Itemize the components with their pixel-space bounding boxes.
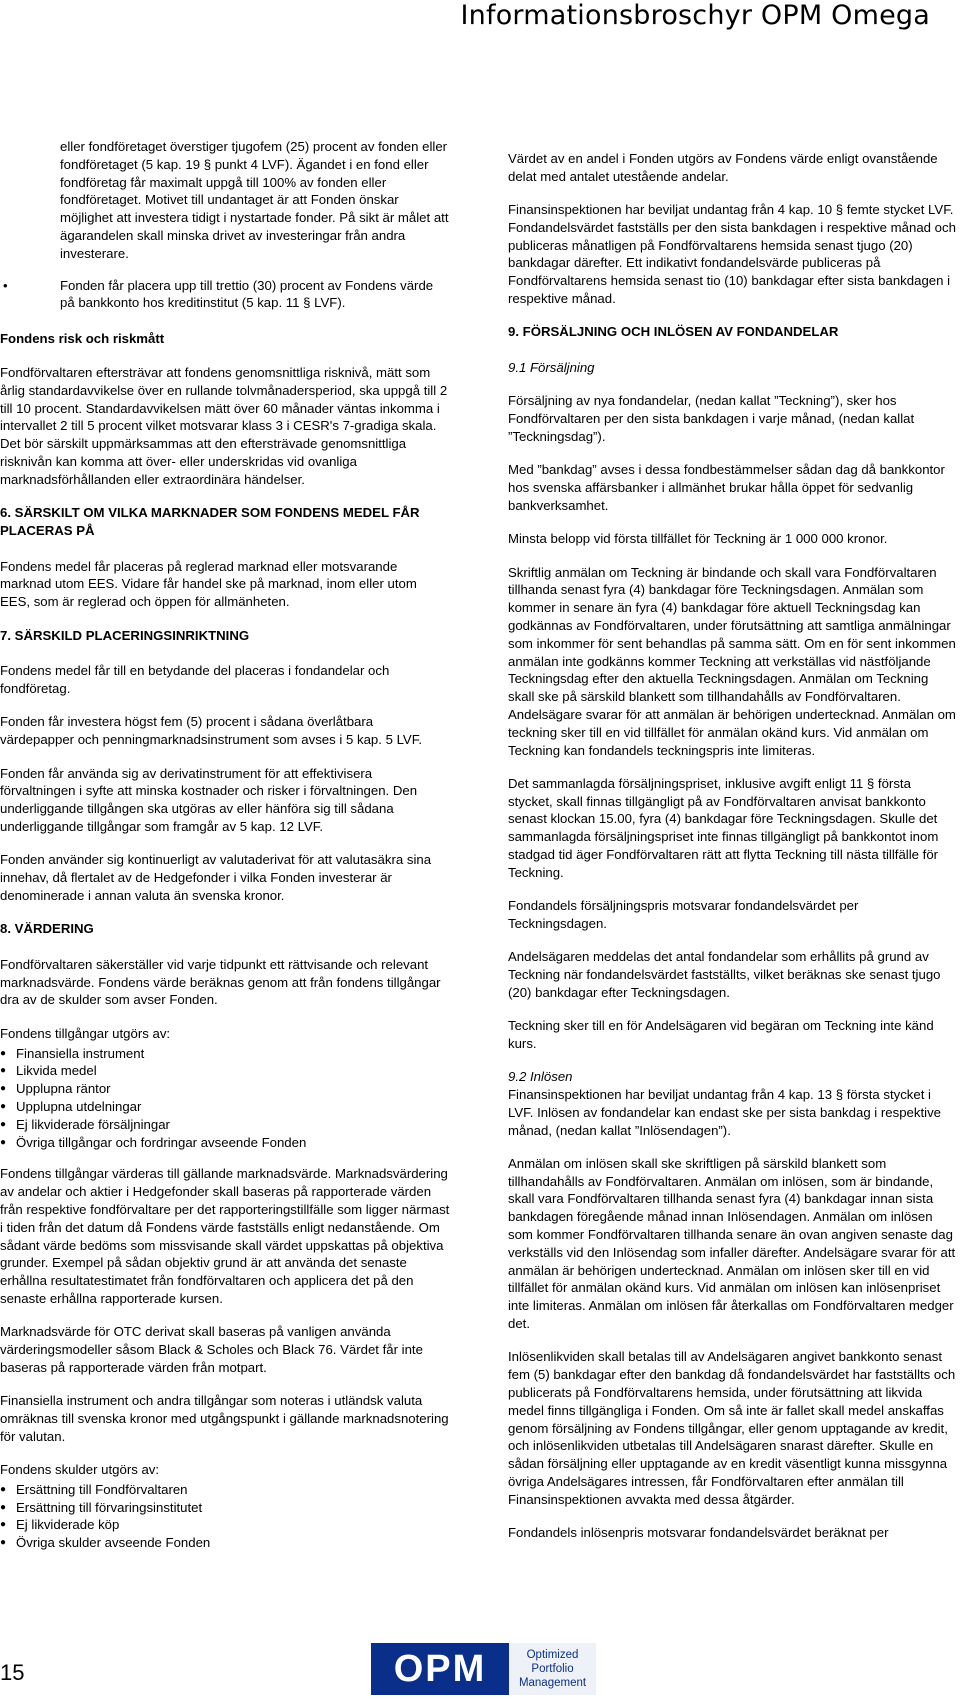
right-paragraph-5: Minsta belopp vid första tillfället för Teckning är 1 000 000 kronor. [508,531,888,547]
section-8-paragraph-3: Marknadsvärde för OTC derivat skall baseras på vanligen använda värderingsmodeller såsom Black & Scholes och Black 76. Värdet får inte baseras på rapporterade värden från motpart. [0,1324,423,1375]
right-paragraph-11: Finansinspektionen har beviljat undantag från 4 kap. 13 § första stycket i LVF. Inlösen av fondandelar kan endast ske per sista bankdag i respektive månad, (nedan kallat ”Inlösendagen”). [508,1086,942,1138]
list-item: ● Övriga tillgångar och fordringar avseende Fonden [0,1134,450,1152]
logo-line-2: Portfolio [531,1663,574,1675]
right-paragraph-1: Värdet av en andel i Fonden utgörs av Fondens värde enligt ovanstående delat med antalet utestående andelar. [508,151,938,184]
subsection-9-1-title: 9.1 Försäljning [508,360,595,376]
intro-paragraph: eller fondföretaget överstiger tjugofem (25) procent av fonden eller fondföretaget (5 kap. 19 § punkt 4 LVF). Ägandet i en fond eller fondföretag får maximalt uppgå till 100% av fonden eller fondföretaget. Motivet till undantaget är att Fonden önskar möjlighet att investera tidigt i nystartade fonder. På sikt är målet att ägarandelen skall minska drivet av investeringar från andra investerare. [60,139,449,261]
right-paragraph-14: Fondandels inlösenpris motsvarar fondandelsvärdet beräknat per [508,1525,889,1540]
section-7-paragraph-2: Fonden får investera högst fem (5) procent i sådana överlåtbara värdepapper och penningmarknadsinstrument som avses i 5 kap. 5 LVF. [0,714,422,748]
logo-mark: OPM [371,1643,509,1695]
right-paragraph-12: Anmälan om inlösen skall ske skriftligen på särskild blankett som tillhandahålls av Fondförvaltaren. Anmälan om inlösen, som är bindande, skall vara Fondförvaltaren tillhanda senast fyra (4) bankdagar innan sista bankdagen föregående månad innan Inlösendagen. Anmälan om inlösen som kommer Fondförvaltaren tillhanda senare än ovan angiven senaste dag verkställs vid den Inlösendag som infaller därefter. Andelsägare svarar för att anmälan är behörigen undertecknad. Anmälan om inlösen sker till en vid tillfället för anmälan okänd kurs. Vid anmälan om inlösen kan inlösenpriset inte limiteras. Anmälan om inlösen får återkallas om Fondförvaltaren medger det. [508,1155,956,1332]
logo-line-1: Optimized [526,1649,579,1661]
opm-logo [371,1643,596,1695]
list-item: ● Övriga skulder avseende Fonden [0,1534,450,1552]
right-paragraph-8: Fondandels försäljningspris motsvarar fondandelsvärdet per Teckningsdagen. [508,898,859,931]
section-7-paragraph-3: Fonden får använda sig av derivatinstrument för att effektivisera förvaltningen i syfte att minska kostnader och risker i förvaltningen. Den underliggande tillgången ska utgöras av eller hänföra sig till sådana underliggande tillgångar som framgår av 5 kap. 12 LVF. [0,765,418,834]
right-paragraph-3: Försäljning av nya fondandelar, (nedan kallat ”Teckning”), sker hos Fondförvaltaren per den sista bankdagen i varje månad, (nedan kallat ”Teckningsdag”). [508,393,915,445]
right-paragraph-4: Med ”bankdag” avses i dessa fondbestämmelser sådan dag då bankkontor hos svenska affärsbanker i allmänhet brukar hålla öppet för sedvanlig bankverksamhet. [508,462,945,513]
logo-subtitle [509,1643,596,1695]
section-7-paragraph-4: Fonden använder sig kontinuerligt av valutaderivat för att valutasäkra sina innehav, då flertalet av de Hedgefonder i vilka Fonden investerar är denominerade i annan valuta än svenska kronor. [0,852,432,903]
subsection-9-2-title: 9.2 Inlösen [508,1069,573,1085]
section-8-paragraph-4: Finansiella instrument och andra tillgångar som noteras i utländsk valuta omräknas till svenska kronor med utgångspunkt i gällande marknadsnotering för valutan. [0,1393,449,1444]
document-header: Informationsbroschyr OPM Omega [460,0,930,31]
section-7-title: 7. SÄRSKILD PLACERINGSINRIKTNING [0,627,250,643]
list-item: ● Upplupna utdelningar [0,1098,450,1116]
right-paragraph-9: Andelsägaren meddelas det antal fondandelar som erhållits på grund av Teckning när fondandelsvärdet fastställts, vilket beräknas ske senast tjugo (20) bankdagar efter Teckningsdagen. [508,949,941,1000]
assets-list [0,1045,450,1152]
right-paragraph-7: Det sammanlagda försäljningspriset, inklusive avgift enligt 11 § första stycket, skall finnas tillgängligt på av Fondförvaltaren anvisat bankkonto senast klockan 15.00, fyra (4) bankdagar före Teckningsdagen. Skulle det sammanlagda försäljningspriset inte finnas tillgängligt på bankkontot inom stadgad tid äger Fondförvaltaren rätt att flytta Teckning till nästa tillfälle för Teckning. [508,775,939,880]
right-column [508,150,958,1557]
right-paragraph-10: Teckning sker till en för Andelsägaren vid begäran om Teckning inte känd kurs. [508,1018,934,1051]
section-8-title: 8. VÄRDERING [0,921,94,937]
risk-heading: Fondens risk och riskmått [0,331,165,347]
list-item: ● Ej likviderade köp [0,1516,450,1534]
right-paragraph-13: Inlösenlikviden skall betalas till av Andelsägaren angivet bankkonto senast fem (5) bankdagar efter den bankdag då fondandelsvärdet har fastställts och publicerats på Fondförvaltarens hemsida, under förutsättning att likvida medel finns tillgängliga i Fonden. Om så inte är fallet skall medel anskaffas genom försäljning av Fondens tillgångar, eller genom upptagande av kredit, och inlösenlikviden utbetalas till Andelsägaren snarast därefter. Skulle en sådan försäljning eller upptagande av en kredit väsentligt kunna missgynna övriga Andelsägares intressen, får Fondförvaltaren efter anmälan till Finansinspektionen avvakta med dessa åtgärder. [508,1349,956,1507]
logo-line-3: Management [518,1677,587,1689]
section-8-paragraph-1: Fondförvaltaren säkerställer vid varje tidpunkt ett rättvisande och relevant marknadsvärde. Fondens värde beräknas genom att från fondens tillgångar dra av de skulder som avser Fonden. [0,956,441,1008]
debts-list [0,1481,450,1552]
list-item: ● Ersättning till Fondförvaltaren [0,1481,450,1499]
debts-intro: Fondens skulder utgörs av: [0,1462,160,1478]
section-9-title: 9. FÖRSÄLJNING OCH INLÖSEN AV FONDANDELAR [508,324,839,340]
right-paragraph-2: Finansinspektionen har beviljat undantag från 4 kap. 10 § femte stycket LVF. Fondandelsvärdet fastställs per den sista bankdagen i respektive månad och publiceras månatligen på Fondförvaltarens hemsida senast tjugo (20) bankdagar därefter. Ett indikativt fondandelsvärde publiceras på Fondförvaltarens hemsida senast tio (10) bankdagar efter sista bankdagen i respektive månad. [508,202,956,307]
section-6-title: 6. SÄRSKILT OM VILKA MARKNADER SOM FONDENS MEDEL FÅR PLACERAS PÅ [0,505,420,538]
list-item: ● Likvida medel [0,1062,450,1080]
right-paragraph-6: Skriftlig anmälan om Teckning är bindande och skall vara Fondförvaltaren tillhanda senast fyra (4) bankdagar före Teckningsdagen. Anmälan som kommer in senare än fyra (4) bankdagar före aktuell Teckningsdag kan godkännas av Fondförvaltaren, under förutsättning att samtliga anmälningar som inkommer för sent behandlas på samma sätt. Om en för sent inkommen anmälan inte godkänns kommer Teckning att verkställas vid nästföljande Teckningsdag efter den aktuella Teckningsdagen. Anmälan om Teckning skall ske på särskild blankett som tillhandahålls av Fondförvaltaren. Andelsägare svarar för att anmälan är behörigen undertecknad. Anmälan om teckning sker till en vid tillfället för anmälan okänd kurs. Vid anmälan om Teckning kan fondandels teckningspris inte limiteras. [508,564,956,758]
bullet-icon: • [3,277,8,293]
section-7-paragraph-1: Fondens medel får till en betydande del placeras i fondandelar och fondföretag. [0,663,390,697]
assets-intro: Fondens tillgångar utgörs av: [0,1025,171,1041]
bullet-text: Fonden får placera upp till trettio (30) procent av Fondens värde på bankkonto hos kreditinstitut (5 kap. 11 § LVF). [60,277,434,311]
section-6-text: Fondens medel får placeras på reglerad marknad eller motsvarande marknad utom EES. Vidare får handel ske på marknad, inom eller utom EES, som är reglerad och öppen för allmänheten. [0,558,417,610]
left-column [0,138,450,1566]
list-item: ● Ersättning till förvaringsinstitutet [0,1499,450,1517]
page-number: 15 [0,1660,25,1685]
list-item: ● Ej likviderade försäljningar [0,1116,450,1134]
section-8-paragraph-2: Fondens tillgångar värderas till gällande marknadsvärde. Marknadsvärdering av andelar och aktier i Hedgefonder skall baseras på rapporterade värden från respektive fondförvaltare per det rapporteringstillfälle som ligger närmast i tiden från det datum då Fondens värde fastställs enligt nedanstående. Om sådant värde bedöms som missvisande skall värdet uppskattas på objektiva grunder. Exempel på sådan objektiv grund är att använda det senaste erhållna resultatestimatet från fondförvaltaren och applicera det på den senaste erhållna rapporterade kursen. [0,1166,450,1306]
list-item: ● Upplupna räntor [0,1080,450,1098]
bullet-paragraph [0,277,450,313]
risk-text: Fondförvaltaren eftersträvar att fondens genomsnittliga risknivå, mätt som årlig standardavvikelse över en rullande tolvmånadersperiod, ska uppgå till 2 till 10 procent. Standardavvikelsen mätt över 60 månader väntas inkomma i intervallet 2 till 5 procent vilket motsvarar klass 3 i CESR's 7-gradiga skala. Det bör särskilt uppmärksammas att den eftersträvade genomsnittliga risknivån kan komma att över- eller underskridas vid ovanliga marknadsförhållanden eller extraordinära händelser. [0,364,448,487]
list-item: ● Finansiella instrument [0,1045,450,1063]
